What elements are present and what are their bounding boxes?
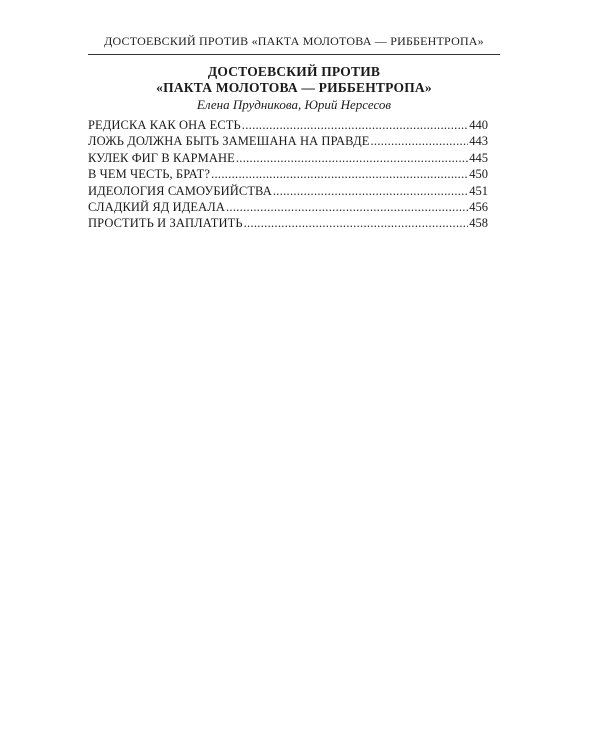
toc-entry[interactable] <box>88 199 488 215</box>
toc-dot-leader <box>244 215 469 231</box>
toc-entry[interactable] <box>88 183 488 199</box>
toc-entry-page: 458 <box>469 216 488 231</box>
toc-entry-title: РЕДИСКА КАК ОНА ЕСТЬ <box>88 118 241 132</box>
section-title-line-2: «ПАКТА МОЛОТОВА — РИББЕНТРОПА» <box>156 80 432 95</box>
table-of-contents <box>88 117 488 232</box>
toc-dot-leader <box>211 166 468 182</box>
section-authors: Елена Прудникова, Юрий Нерсесов <box>196 97 392 112</box>
section-title-line-1: ДОСТОЕВСКИЙ ПРОТИВ <box>207 64 381 79</box>
section-title-block <box>88 64 500 113</box>
toc-entry-title: СЛАДКИЙ ЯД ИДЕАЛА <box>88 199 225 214</box>
toc-entry[interactable] <box>88 133 488 149</box>
toc-entry[interactable] <box>88 150 488 166</box>
toc-dot-leader <box>226 199 468 215</box>
toc-dot-leader <box>273 183 468 199</box>
toc-entry[interactable] <box>88 215 488 231</box>
toc-entry-title: В ЧЕМ ЧЕСТЬ, БРАТ? <box>88 167 211 182</box>
toc-entry-title: ПРОСТИТЬ И ЗАПЛАТИТЬ <box>88 216 243 231</box>
toc-entry[interactable] <box>88 117 488 133</box>
toc-dot-leader <box>242 117 468 133</box>
toc-entry-page: 450 <box>469 167 488 182</box>
toc-entry-page: 451 <box>469 183 488 198</box>
toc-entry-title: ИДЕОЛОГИЯ САМОУБИЙСТВА <box>88 183 272 198</box>
toc-entry-title: КУЛЕК ФИГ В КАРМАНЕ <box>88 150 235 165</box>
toc-entry-title: ЛОЖЬ ДОЛЖНА БЫТЬ ЗАМЕШАНА НА ПРАВДЕ <box>88 134 370 149</box>
running-head: ДОСТОЕВСКИЙ ПРОТИВ «ПАКТА МОЛОТОВА — РИББЕНТРОПА» <box>104 34 484 48</box>
toc-entry[interactable] <box>88 166 488 182</box>
toc-entry-page: 443 <box>469 134 488 149</box>
toc-entry-page: 456 <box>469 199 488 214</box>
toc-entry-page: 445 <box>469 150 488 165</box>
header-rule <box>88 54 500 55</box>
toc-dot-leader <box>236 150 468 166</box>
toc-dot-leader <box>370 133 468 149</box>
toc-entry-page: 440 <box>469 118 488 132</box>
